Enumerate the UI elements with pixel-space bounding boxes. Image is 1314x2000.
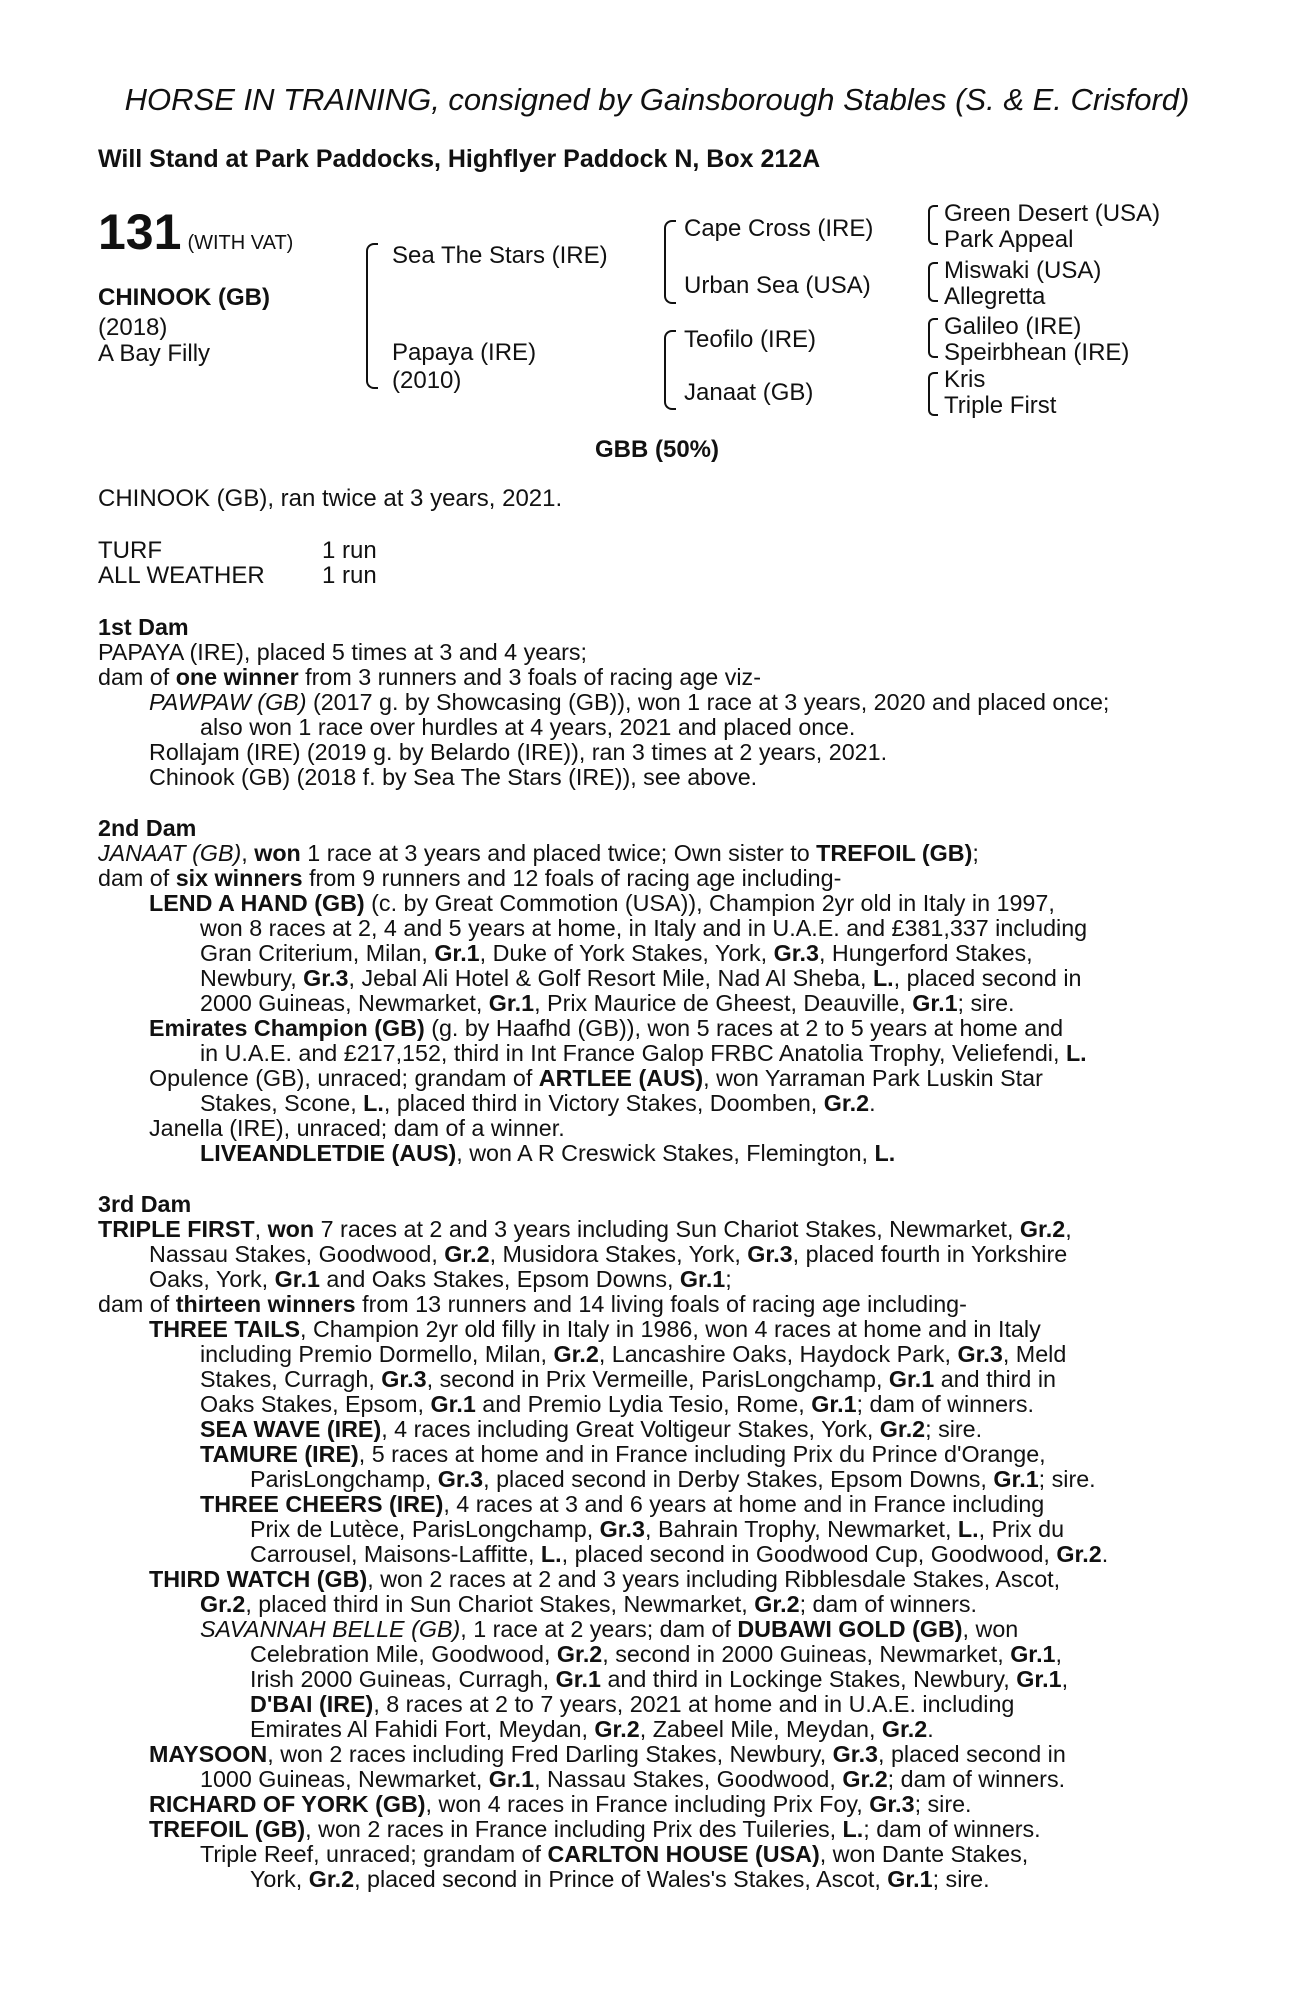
produce-line: Oaks Stakes, Epsom, Gr.1 and Premio Lydia Tesio, Rome, Gr.1; dam of winners. <box>200 1391 1034 1417</box>
gen3-4: Allegretta <box>944 283 1046 310</box>
gen3-3: Miswaki (USA) <box>944 257 1102 284</box>
dam-line: dam of six winners from 9 runners and 12 foals of racing age including- <box>98 865 842 891</box>
gen3-7: Kris <box>944 366 986 393</box>
produce-line: THREE TAILS, Champion 2yr old filly in Italy in 1986, won 4 races at home and in Italy <box>149 1316 1041 1342</box>
dam-sire: Teofilo (IRE) <box>684 326 817 353</box>
horse-name: CHINOOK (GB) <box>98 284 270 311</box>
dam-line: PAPAYA (IRE), placed 5 times at 3 and 4 years; <box>98 639 588 665</box>
produce-line: THREE CHEERS (IRE), 4 races at 3 and 6 years at home and in France including <box>200 1491 1045 1517</box>
aw-label: ALL WEATHER <box>98 562 265 589</box>
foal-year: (2018) <box>98 314 168 341</box>
sire-sire: Cape Cross (IRE) <box>684 215 874 242</box>
section-heading: 3rd Dam <box>98 1191 192 1217</box>
section-heading: 1st Dam <box>98 614 189 640</box>
pedigree-bracket <box>664 220 676 304</box>
pedigree-bracket <box>928 372 938 416</box>
gen3-1: Green Desert (USA) <box>944 200 1161 227</box>
produce-line: 2000 Guineas, Newmarket, Gr.1, Prix Maurice de Gheest, Deauville, Gr.1; sire. <box>200 990 1015 1016</box>
produce-line: Gran Criterium, Milan, Gr.1, Duke of York Stakes, York, Gr.3, Hungerford Stakes, <box>200 940 1033 966</box>
produce-line: in U.A.E. and £217,152, third in Int France Galop FRBC Anatolia Trophy, Veliefendi, L. <box>200 1040 1087 1066</box>
produce-line: Opulence (GB), unraced; grandam of ARTLEE (AUS), won Yarraman Park Luskin Star <box>149 1065 1043 1091</box>
section-heading: 2nd Dam <box>98 815 197 841</box>
produce-line: Rollajam (IRE) (2019 g. by Belardo (IRE)), ran 3 times at 2 years, 2021. <box>149 739 888 765</box>
produce-line: Gr.2, placed third in Sun Chariot Stakes, Newmarket, Gr.2; dam of winners. <box>200 1591 977 1617</box>
produce-line: LEND A HAND (GB) (c. by Great Commotion (USA)), Champion 2yr old in Italy in 1997, <box>149 890 1055 916</box>
pedigree-bracket <box>366 243 378 389</box>
produce-line: MAYSOON, won 2 races including Fred Darling Stakes, Newbury, Gr.3, placed second in <box>149 1741 1066 1767</box>
produce-line: TAMURE (IRE), 5 races at home and in France including Prix du Prince d'Orange, <box>200 1441 1046 1467</box>
gbb-percentage: GBB (50%) <box>594 436 720 463</box>
stand-location: Will Stand at Park Paddocks, Highflyer Paddock N, Box 212A <box>98 145 821 173</box>
produce-line: TREFOIL (GB), won 2 races in France including Prix des Tuileries, L.; dam of winners. <box>149 1816 1041 1842</box>
produce-line: RICHARD OF YORK (GB), won 4 races in France including Prix Foy, Gr.3; sire. <box>149 1791 972 1817</box>
turf-value: 1 run <box>322 537 377 564</box>
produce-line: THIRD WATCH (GB), won 2 races at 2 and 3 years including Ribblesdale Stakes, Ascot, <box>149 1566 1061 1592</box>
dam-line: JANAAT (GB), won 1 race at 3 years and placed twice; Own sister to TREFOIL (GB); <box>98 840 979 866</box>
produce-line: SAVANNAH BELLE (GB), 1 race at 2 years; dam of DUBAWI GOLD (GB), won <box>200 1616 1019 1642</box>
produce-line: LIVEANDLETDIE (AUS), won A R Creswick Stakes, Flemington, L. <box>200 1140 896 1166</box>
race-summary: CHINOOK (GB), ran twice at 3 years, 2021. <box>98 485 563 512</box>
vat-note: (WITH VAT) <box>187 232 294 254</box>
dam-line: dam of thirteen winners from 13 runners and 14 living foals of racing age including- <box>98 1291 967 1317</box>
produce-line: also won 1 race over hurdles at 4 years, 2021 and placed once. <box>200 714 856 740</box>
produce-line: won 8 races at 2, 4 and 5 years at home, in Italy and in U.A.E. and £381,337 including <box>200 915 1088 941</box>
lot-number: 131 <box>98 204 182 260</box>
produce-line: 1000 Guineas, Newmarket, Gr.1, Nassau Stakes, Goodwood, Gr.2; dam of winners. <box>200 1766 1066 1792</box>
gen3-5: Galileo (IRE) <box>944 313 1082 340</box>
produce-line: Emirates Champion (GB) (g. by Haafhd (GB)), won 5 races at 2 to 5 years at home and <box>149 1015 1064 1041</box>
gen3-6: Speirbhean (IRE) <box>944 339 1130 366</box>
dam-dam: Janaat (GB) <box>684 379 814 406</box>
produce-line: Prix de Lutèce, ParisLongchamp, Gr.3, Bahrain Trophy, Newmarket, L., Prix du <box>250 1516 1065 1542</box>
produce-line: PAWPAW (GB) (2017 g. by Showcasing (GB)), won 1 race at 3 years, 2020 and placed once; <box>149 689 1110 715</box>
pedigree-bracket <box>928 262 938 302</box>
produce-line: D'BAI (IRE), 8 races at 2 to 7 years, 2021 at home and in U.A.E. including <box>250 1691 1015 1717</box>
gen3-2: Park Appeal <box>944 226 1074 253</box>
horse-description: A Bay Filly <box>98 340 211 367</box>
dam-line: Oaks, York, Gr.1 and Oaks Stakes, Epsom Downs, Gr.1; <box>149 1266 732 1292</box>
pedigree-bracket <box>664 330 676 410</box>
pedigree-bracket <box>928 318 938 358</box>
dam-line: Nassau Stakes, Goodwood, Gr.2, Musidora Stakes, York, Gr.3, placed fourth in Yorkshire <box>149 1241 1068 1267</box>
produce-line: Celebration Mile, Goodwood, Gr.2, second in 2000 Guineas, Newmarket, Gr.1, <box>250 1641 1063 1667</box>
produce-line: Chinook (GB) (2018 f. by Sea The Stars (IRE)), see above. <box>149 764 758 790</box>
dam-line: TRIPLE FIRST, won 7 races at 2 and 3 years including Sun Chariot Stakes, Newmarket, Gr.2, <box>98 1216 1072 1242</box>
gen3-8: Triple First <box>944 392 1057 419</box>
produce-line: Triple Reef, unraced; grandam of CARLTON HOUSE (USA), won Dante Stakes, <box>200 1841 1029 1867</box>
aw-value: 1 run <box>322 562 377 589</box>
produce-line: Emirates Al Fahidi Fort, Meydan, Gr.2, Zabeel Mile, Meydan, Gr.2. <box>250 1716 934 1742</box>
produce-line: York, Gr.2, placed second in Prince of Wales's Stakes, Ascot, Gr.1; sire. <box>250 1866 990 1892</box>
produce-line: Janella (IRE), unraced; dam of a winner. <box>149 1115 565 1141</box>
dam: Papaya (IRE) <box>392 339 537 366</box>
produce-line: Irish 2000 Guineas, Curragh, Gr.1 and third in Lockinge Stakes, Newbury, Gr.1, <box>250 1666 1069 1692</box>
produce-line: Carrousel, Maisons-Laffitte, L., placed second in Goodwood Cup, Goodwood, Gr.2. <box>250 1541 1109 1567</box>
sire: Sea The Stars (IRE) <box>392 242 608 269</box>
produce-line: Newbury, Gr.3, Jebal Ali Hotel & Golf Resort Mile, Nad Al Sheba, L., placed second in <box>200 965 1082 991</box>
turf-label: TURF <box>98 537 162 564</box>
produce-line: Stakes, Scone, L., placed third in Victory Stakes, Doomben, Gr.2. <box>200 1090 876 1116</box>
produce-line: Stakes, Curragh, Gr.3, second in Prix Vermeille, ParisLongchamp, Gr.1 and third in <box>200 1366 1056 1392</box>
produce-line: ParisLongchamp, Gr.3, placed second in Derby Stakes, Epsom Downs, Gr.1; sire. <box>250 1466 1096 1492</box>
lot-number-block <box>98 203 293 261</box>
pedigree-bracket <box>928 205 938 245</box>
dam-year: (2010) <box>392 367 462 394</box>
dam-line: dam of one winner from 3 runners and 3 foals of racing age viz- <box>98 664 761 690</box>
produce-line: SEA WAVE (IRE), 4 races including Great Voltigeur Stakes, York, Gr.2; sire. <box>200 1416 983 1442</box>
produce-line: including Premio Dormello, Milan, Gr.2, Lancashire Oaks, Haydock Park, Gr.3, Meld <box>200 1341 1067 1367</box>
sire-dam: Urban Sea (USA) <box>684 272 871 299</box>
page-title: HORSE IN TRAINING, consigned by Gainsborough Stables (S. & E. Crisford) <box>124 82 1190 117</box>
